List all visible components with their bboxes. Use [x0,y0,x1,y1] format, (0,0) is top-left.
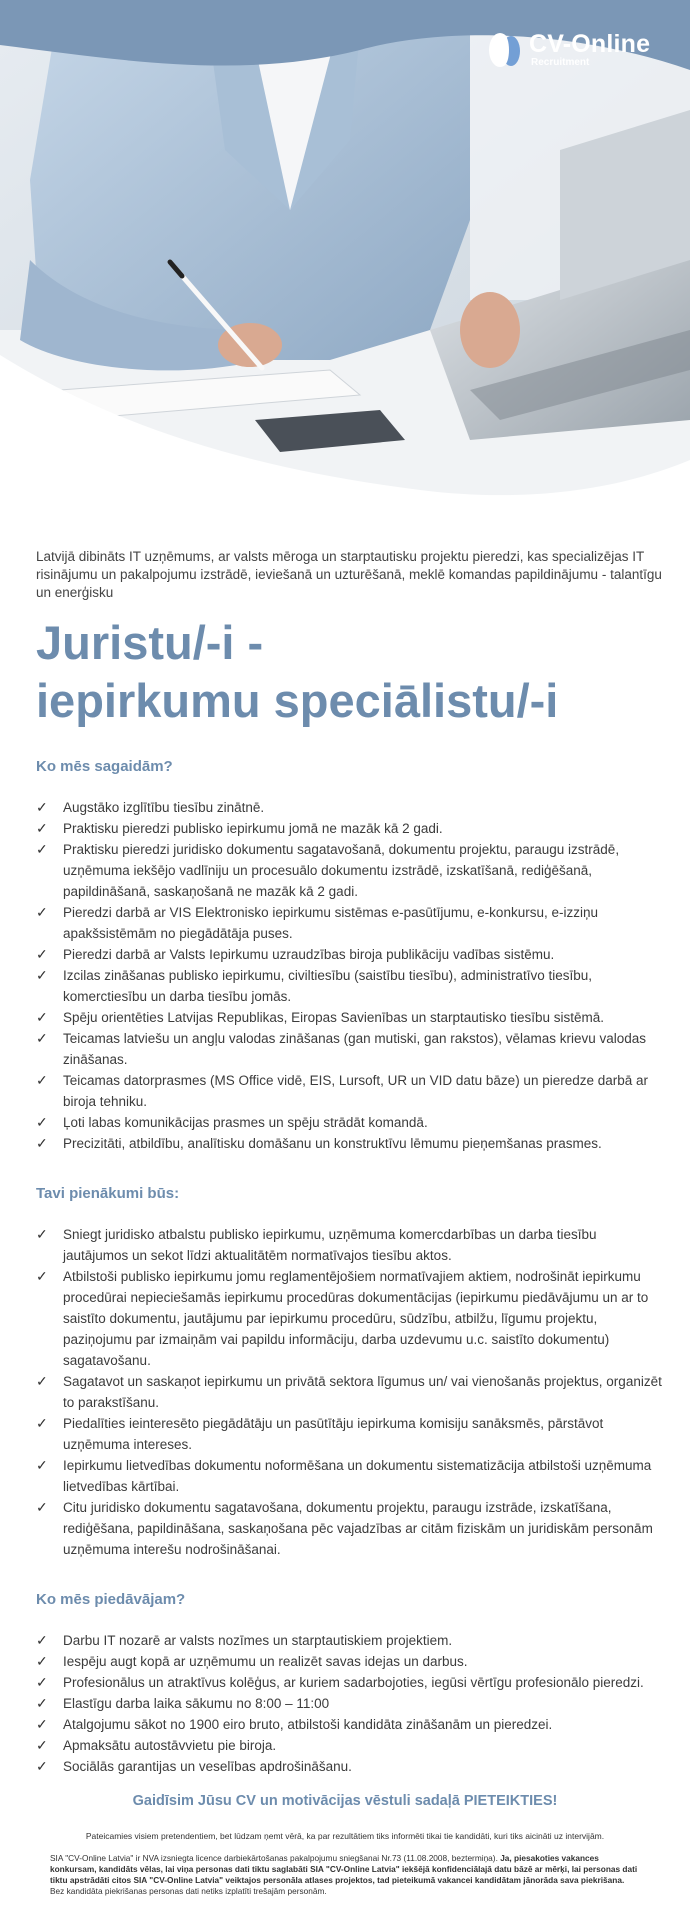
check-icon: ✓ [36,904,48,920]
check-icon: ✓ [36,799,48,815]
check-icon: ✓ [36,1373,48,1389]
thanks-note: Pateicamies visiem pretendentiem, bet lūdzam ņemt vērā, ka par rezultātiem tiks informēti tikai tie kandidāti, kuri tiks aicināti uz intervijām. [85,1831,605,1841]
section-heading-expect: Ko mēs sagaidām? [36,758,173,775]
job-title [36,614,662,730]
list-item: ✓ Atalgojumu sākot no 1900 eiro bruto, atbilstoši kandidāta zināšanām un pieredzei. [36,1714,662,1735]
list-item: ✓ Teicamas latviešu un angļu valodas zināšanas (gan mutiski, gan rakstos), vēlamas krievu valodas zināšanas. [36,1030,647,1067]
check-icon: ✓ [36,1072,48,1088]
check-icon: ✓ [36,841,48,857]
legal-notice [50,1853,640,1897]
hero-banner [0,0,690,535]
check-icon: ✓ [36,1653,48,1669]
list-item: ✓ Augstāko izglītību tiesību zinātnē. [36,797,662,818]
job-title-line-2: iepirkumu speciālistu/-i [36,674,559,727]
list-item: ✓ Profesionālus un atraktīvus kolēģus, ar kuriem sadarbojoties, iegūsi vērtīgu profesionālo pieredzi. [36,1672,662,1693]
legal-privacy: Bez kandidāta piekrišanas personas dati netiks izplatīti trešajām personām. [50,1886,327,1896]
check-icon: ✓ [36,1030,48,1046]
list-item: ✓ Spēju orientēties Latvijas Republikas, Eiropas Savienības un starptautisko tiesību sistēmā. [36,1007,662,1028]
brand-tagline: Recruitment [531,57,590,68]
list-item: ✓ Praktisku pieredzi publisko iepirkumu jomā ne mazāk kā 2 gadi. [36,818,662,839]
check-icon: ✓ [36,967,48,983]
check-icon: ✓ [36,1226,48,1242]
check-icon: ✓ [36,1674,48,1690]
check-icon: ✓ [36,1009,48,1025]
check-icon: ✓ [36,1758,48,1774]
offer-list [36,1630,662,1777]
check-icon: ✓ [36,1695,48,1711]
check-icon: ✓ [36,1457,48,1473]
list-item: ✓ Sociālās garantijas un veselības apdrošināšanu. [36,1756,662,1777]
list-item: ✓ Piedalīties ieinteresēto piegādātāju un pasūtītāju iepirkuma komisiju sanāksmēs, pārstāvot uzņēmuma intereses. [36,1415,604,1452]
list-item: ✓ Darbu IT nozarē ar valsts nozīmes un starptautiskiem projektiem. [36,1630,662,1651]
check-icon: ✓ [36,1135,48,1151]
list-item: ✓ Atbilstoši publisko iepirkumu jomu reglamentējošiem normatīvajiem aktiem, nodrošināt iepirkumu procedūrai nepieciešamās iepirkumu procedūras dokumentācijas (iepirkumu piedāvājumu un ar to saistīto dokumentu, jautājumu par iepirkumu procedūru, sūdzību, atbilžu, līgumu projektu, paziņojumu par izmaiņām vai papildu informāciju, darba uzdevumu u.c. saistīto dokumentu) sagatavošanu. [36,1268,649,1368]
section-heading-offer: Ko mēs piedāvājam? [36,1591,186,1608]
list-item: ✓ Ļoti labas komunikācijas prasmes un spēju strādāt komandā. [36,1112,662,1133]
check-icon: ✓ [36,1716,48,1732]
legal-license: SIA "CV-Online Latvia" ir NVA izsniegta licence darbiekārtošanas pakalpojumu sniegšanai Nr.73 (11.08.2008, beztermiņa). [50,1853,498,1863]
list-item: ✓ Pieredzi darbā ar VIS Elektronisko iepirkumu sistēmas e-pasūtījumu, e-konkursu, e-izziņu apakšsistēmām no piegādātāja puses. [36,904,598,941]
job-content [36,548,662,1777]
list-item: ✓ Iepirkumu lietvedības dokumentu noformēšana un dokumentu sistematizācija atbilstoši uzņēmuma lietvedības kārtībai. [36,1457,652,1494]
check-icon: ✓ [36,1632,48,1648]
hero-photo [0,0,690,535]
list-item: ✓ Apmaksātu autostāvvietu pie biroja. [36,1735,662,1756]
list-item: ✓ Praktisku pieredzi juridisko dokumentu sagatavošanā, dokumentu projektu, paraugu izstrādē, uzņēmuma iekšējo vadlīniju un procesuālo dokumentu izstrādē, izskatīšanā, rediģēšanā, papildināšanā, saskaņošanā ne mazāk kā 2 gadi. [36,841,620,899]
duties-list [36,1224,662,1560]
check-icon: ✓ [36,1415,48,1431]
expect-list [36,797,662,1154]
list-item: ✓ Elastīgu darba laika sākumu no 8:00 – 11:00 [36,1693,662,1714]
list-item: ✓ Citu juridisko dokumentu sagatavošana, dokumentu projektu, paraugu izstrāde, izskatīšana, rediģēšana, papildināšana, saskaņošana pēc vajadzības ar citām fiziskām un juridiskām personām uzņēmuma interešu nodrošināšanai. [36,1499,653,1557]
check-icon: ✓ [36,1737,48,1753]
list-item: ✓ Pieredzi darbā ar Valsts Iepirkumu uzraudzības biroja publikāciju vadības sistēmu. [36,944,662,965]
list-item: ✓ Sniegt juridisko atbalstu publisko iepirkumu, uzņēmuma komercdarbības un darba tiesību jautājumos un sekot līdzi aktualitātēm normatīvajos tiesību aktos. [36,1226,597,1263]
legal-consent: Ja, piesakoties vakances konkursam, kandidāts vēlas, lai viņa personas dati tiktu saglabāti SIA "CV-Online Latvia" iekšējā konfidenciālajā datu bāzē ar mērķi, lai personas dati tiktu apstrādāti citos SIA "CV-Online Latvia" veiktajos personāla atlases projektos, tad pieteikumā vakancei kandidātam jānorāda sava piekrišana. [50,1853,638,1885]
apply-call-to-action: Gaidīsim Jūsu CV un motivācijas vēstuli sadaļā PIETEIKTIES! [132,1793,558,1809]
brand-name: CV-Online [529,30,651,58]
job-title-line-1: Juristu/-i - [36,616,264,669]
brand-logo [487,30,650,70]
list-item: ✓ Izcilas zināšanas publisko iepirkumu, civiltiesību (saistību tiesību), administratīvo tiesību, komerctiesību un darba tiesību jomās. [36,967,592,1004]
check-icon: ✓ [36,820,48,836]
list-item: ✓ Sagatavot un saskaņot iepirkumu un privātā sektora līgumus un/ vai vienošanās projektus, organizēt to parakstīšanu. [36,1373,662,1410]
check-icon: ✓ [36,1499,48,1515]
cv-online-logo-icon [487,30,525,70]
check-icon: ✓ [36,946,48,962]
list-item: ✓ Iespēju augt kopā ar uzņēmumu un realizēt savas idejas un darbus. [36,1651,662,1672]
list-item: ✓ Precizitāti, atbildību, analītisku domāšanu un konstruktīvu lēmumu pieņemšanas prasmes. [36,1133,662,1154]
list-item: ✓ Teicamas datorprasmes (MS Office vidē, EIS, Lursoft, UR un VID datu bāze) un pieredze darbā ar biroja tehniku. [36,1072,649,1109]
company-intro: Latvijā dibināts IT uzņēmums, ar valsts mēroga un starptautisku projektu pieredzi, kas specializējas IT risinājumu un pakalpojumu izstrādē, ieviešanā un uzturēšanā, meklē komandas papildinājumu - talantīgu un enerģisku [36,549,662,600]
section-heading-duties: Tavi pienākumi būs: [36,1185,180,1202]
check-icon: ✓ [36,1268,48,1284]
check-icon: ✓ [36,1114,48,1130]
